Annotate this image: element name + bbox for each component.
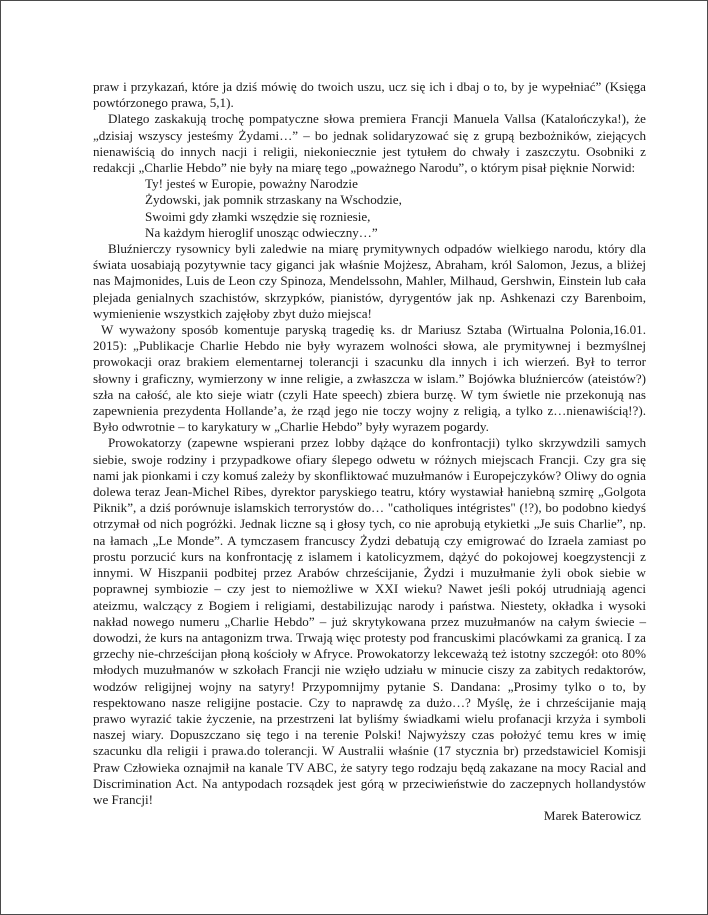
norwid-poem	[93, 176, 646, 241]
paragraph-2: Dlatego zaskakują trochę pompatyczne słowa premiera Francji Manuela Vallsa (Katalończyka!), że „dzisiaj wszyscy jesteśmy Żydami…” – bo jednak solidaryzować się z grupą bezbożników, ziejących nienawiścią do innych nacji i religii, niekoniecznie jest tytułem do chwały i zaszczytu. Osobniki z redakcji „Charlie Hebdo” nie były na miarę tego „poważnego Narodu”, o którym pisał pięknie Norwid:	[93, 111, 646, 176]
author-signature: Marek Baterowicz	[543, 808, 641, 824]
article-body	[93, 79, 646, 824]
poem-line: Swoimi gdy złamki wszędzie się rozniesie,	[145, 208, 371, 224]
poem-line: Żydowski, jak pomnik strzaskany na Wschodzie,	[145, 192, 402, 208]
paragraph-4: W wyważony sposób komentuje paryską tragedię ks. dr Mariusz Sztaba (Wirtualna Polonia,16.01. 2015): „Publikacje Charlie Hebdo nie były wyrazem wolności słowa, ale prymitywnej i bezmyślnej prowokacji oraz brakiem elementarnej tolerancji i szacunku dla innych i ich wierzeń. Był to terror słowny i graficzny, wymierzony w inne religie, a zwłaszcza w islam.” Bojówka bluźnierców (ateistów?) szła na całość, ale kto sieje wiatr (czyli Hate speech) zbiera burzę. W tym świetle nie przekonują nas zapewnienia prezydenta Hollande’a, że rząd jego nie toczy wojny z religią, a tylko z…nienawiścią!?). Było odwrotnie – to karykatury w „Charlie Hebdo” były wyrazem pogardy.	[93, 322, 646, 435]
paragraph-1: praw i przykazań, które ja dziś mówię do twoich uszu, ucz się ich i dbaj o to, by je wypełniać” (Księga powtórzonego prawa, 5,1).	[93, 79, 646, 111]
paragraph-5: Prowokatorzy (zapewne wspierani przez lobby dążące do konfrontacji) tylko skrzywdzili samych siebie, swoje rodziny i przypadkowe ofiary ślepego odwetu w różnych miejscach Francji. Czy gra się nami jak pionkami i czy komuś zależy by skonfliktować muzułmanów i Europejczyków? Oliwy do ognia dolewa teraz Jean-Michel Ribes, dyrektor paryskiego teatru, który wystawiał haniebną szmirę „Golgota Piknik”, a dziś porównuje islamskich terrorystów do… "catholiques intégristes" (!?), bo podobno kiedyś otrzymał od nich pogróżki. Jednak liczne są i głosy tych, co nie aprobują etykietki „Je suis Charlie”, np. na łamach „Le Monde”. A tymczasem francuscy Żydzi debatują czy emigrować do Izraela zamiast po prostu porzucić kurs na konfrontację z islamem i katolicyzmem, dążyć do pokojowej koegzystencji z innymi. W Hiszpanii podbitej przez Arabów chrześcijanie, Żydzi i muzułmanie żyli obok siebie w poprawnej symbiozie – czy jest to niemożliwe w XXI wieku? Nawet jeśli pokój utrudniają agenci ateizmu, walczący z Bogiem i religiami, destabilizując narody i państwa. Niestety, okładka i wysoki nakład nowego numeru „Charlie Hebdo” – już skrytykowana przez muzułmanów na całym świecie – dowodzi, że kurs na antagonizm trwa. Trwają więc protesty pod francuskimi placówkami za granicą. I za grzechy nie-chrześcijan płoną kościoły w Afryce. Prowokatorzy lekceważą też istotny szczegół: oto 80% młodych muzułmanów w szkołach Francji nie wzięło udziału w minucie ciszy za zabitych redaktorów, wodzów religijnej wojny na satyry! Przypomnijmy pytanie S. Dandana: „Prosimy tylko o to, by respektowano nasze religijne postacie. Czy to naprawdę za dużo…? Myślę, że i chrześcijanie mają prawo wyrazić takie życzenie, na przestrzeni lat byliśmy świadkami wielu profanacji krzyża i symboli naszej wiary. Dopuszczano się tego i na terenie Polski! Najwyższy czas położyć temu kres w imię szacunku dla religii i prawa.do tolerancji. W Australii właśnie (17 stycznia br) przedstawiciel Komisji Praw Człowieka oznajmił na kanale TV ABC, że satyry tego rodzaju będą zakazane na mocy Racial and Discrimination Act. Na antypodach rozsądek jest górą w przeciwieństwie do zaczepnych hollandystów we Francji!	[93, 435, 646, 807]
poem-line: Na każdym hieroglif unosząc odwieczny…”	[145, 224, 378, 240]
poem-line: Ty! jesteś w Europie, poważny Narodzie	[145, 176, 358, 192]
paragraph-3: Bluźnierczy rysownicy byli zaledwie na miarę prymitywnych odpadów wielkiego narodu, który dla świata uosabiają pozytywnie tacy giganci jak właśnie Mojżesz, Abraham, król Salomon, Jezus, a bliżej nas Majmonides, Luis de Leon czy Spinoza, Mendelssohn, Mahler, Milhaud, Gershwin, Einstein lub cała plejada genialnych szachistów, skrzypków, pianistów, dyrygentów jak np. Ashkenazi czy Barenboim, wymienienie wszystkich zajęłoby zbyt dużo miejsca!	[93, 241, 646, 321]
